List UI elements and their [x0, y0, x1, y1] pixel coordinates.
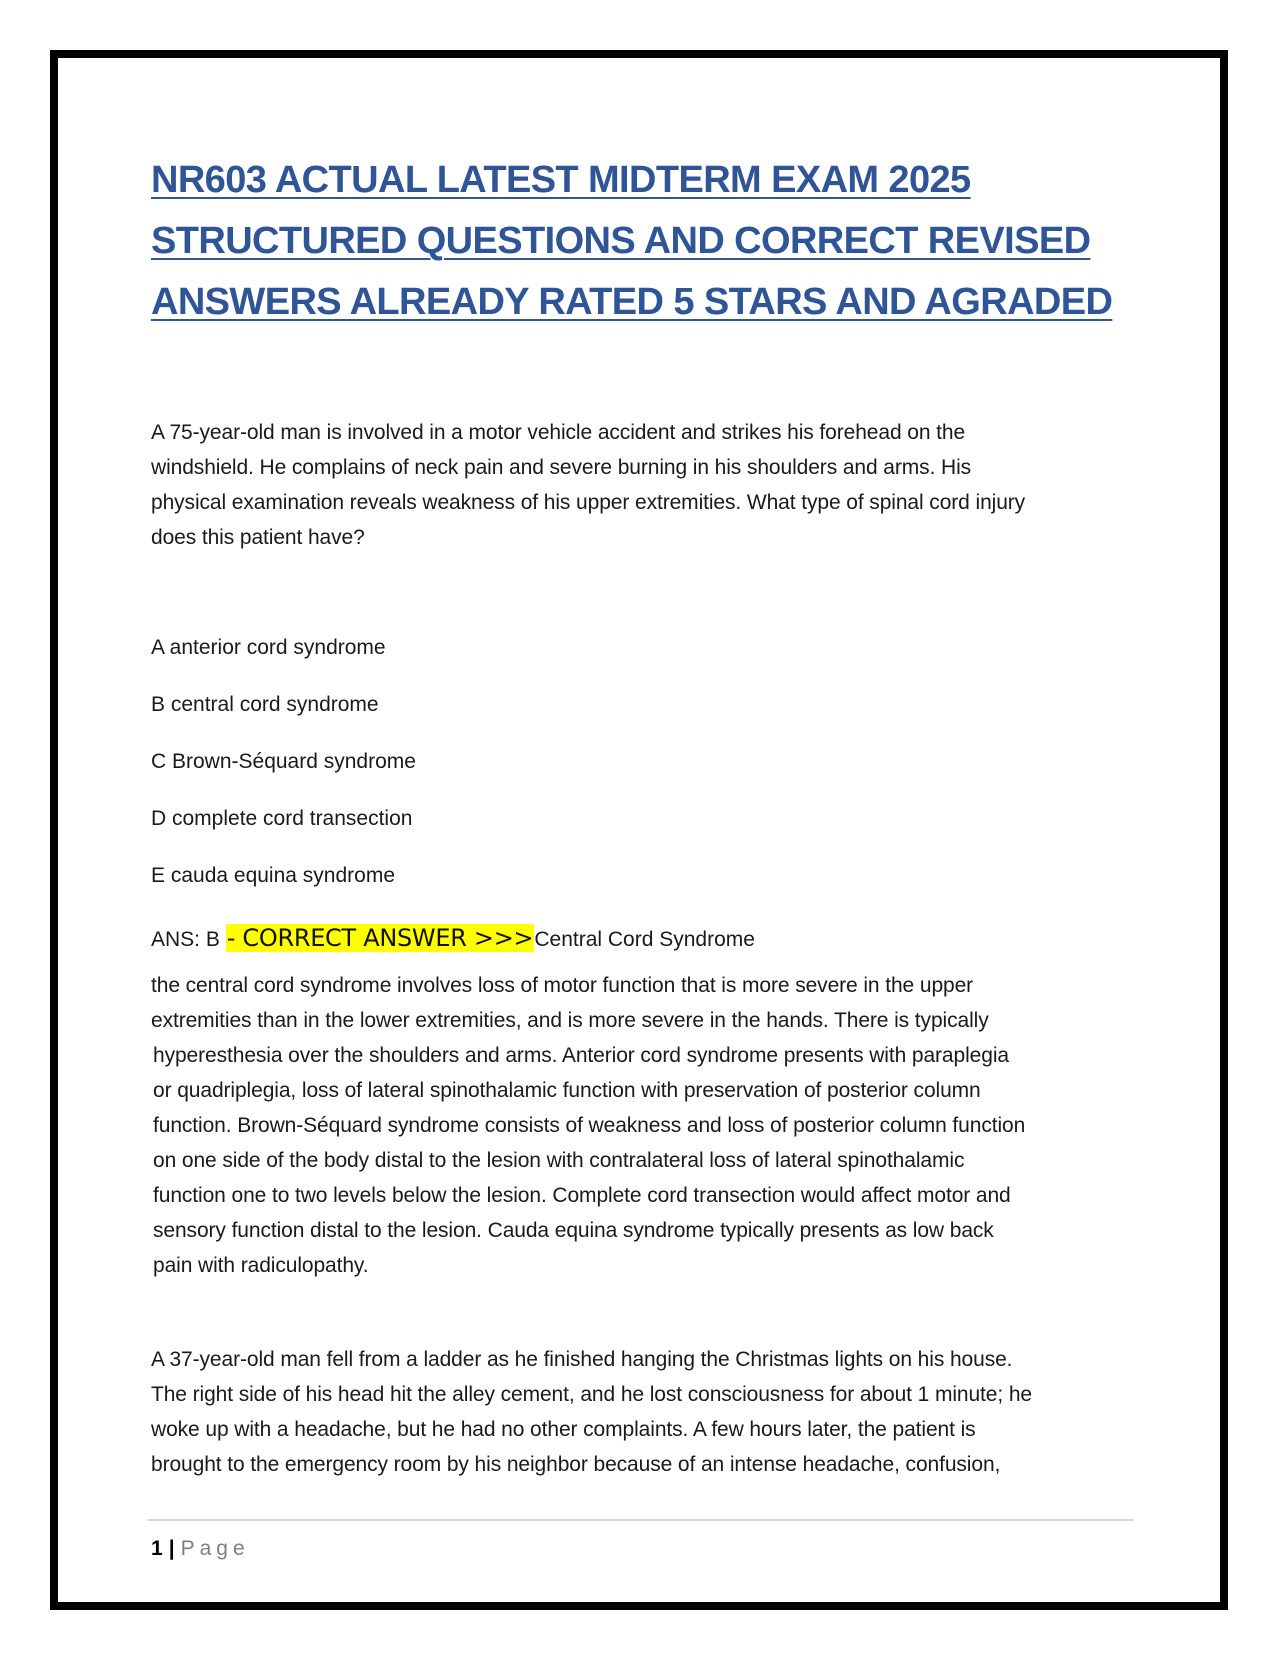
correct-answer-highlight: - CORRECT ANSWER >>>: [226, 924, 534, 952]
answer-text: Central Cord Syndrome: [534, 928, 755, 951]
question-line: brought to the emergency room by his neighbor because of an intense headache, confusion,: [151, 1453, 1001, 1476]
explanation-line: function one to two levels below the lesion. Complete cord transection would affect motor and: [153, 1184, 1011, 1207]
page-content: [151, 150, 1131, 1482]
footer-separator: |: [168, 1537, 175, 1560]
title-line: STRUCTURED QUESTIONS AND CORRECT REVISED: [151, 220, 1091, 262]
answer-options: [151, 634, 1131, 919]
explanation-line: sensory function distal to the lesion. Cauda equina syndrome typically presents as low back: [153, 1219, 994, 1242]
question-line: physical examination reveals weakness of his upper extremities. What type of spinal cord injury: [151, 491, 1026, 514]
question-2-text: [151, 1342, 1131, 1482]
question-line: does this patient have?: [151, 526, 365, 549]
explanation-line: the central cord syndrome involves loss of motor function that is more severe in the upper: [151, 974, 974, 997]
question-line: The right side of his head hit the alley cement, and he lost consciousness for about 1 minute; he: [151, 1383, 1032, 1406]
explanation-line: on one side of the body distal to the lesion with contralateral loss of lateral spinothalamic: [153, 1149, 965, 1172]
footer-divider: [147, 1519, 1134, 1521]
page-number: 1: [151, 1537, 163, 1560]
page-label: Page: [180, 1537, 250, 1560]
option-b: B central cord syndrome: [151, 693, 379, 716]
question-line: A 37-year-old man fell from a ladder as he finished hanging the Christmas lights on his house.: [151, 1348, 1013, 1371]
page-footer: [151, 1535, 250, 1563]
question-1-text: [151, 415, 1131, 555]
explanation-line: function. Brown-Séquard syndrome consists of weakness and loss of posterior column function: [153, 1114, 1026, 1137]
title-line: ANSWERS ALREADY RATED 5 STARS AND AGRADED: [151, 281, 1113, 323]
answer-line: [151, 924, 1131, 954]
document-title: [151, 150, 1131, 333]
question-line: woke up with a headache, but he had no other complaints. A few hours later, the patient is: [151, 1418, 976, 1441]
explanation-line: or quadriplegia, loss of lateral spinothalamic function with preservation of posterior column: [153, 1079, 981, 1102]
explanation-line: extremities than in the lower extremities, and is more severe in the hands. There is typically: [151, 1009, 989, 1032]
question-line: A 75-year-old man is involved in a motor vehicle accident and strikes his forehead on the: [151, 421, 966, 444]
option-e: E cauda equina syndrome: [151, 864, 395, 887]
title-line: NR603 ACTUAL LATEST MIDTERM EXAM 2025: [151, 159, 971, 201]
option-d: D complete cord transection: [151, 807, 413, 830]
explanation-line: hyperesthesia over the shoulders and arms. Anterior cord syndrome presents with paraplegia: [153, 1044, 1009, 1067]
question-line: windshield. He complains of neck pain and severe burning in his shoulders and arms. His: [151, 456, 972, 479]
answer-explanation: [151, 968, 1131, 1283]
explanation-line: pain with radiculopathy.: [153, 1254, 369, 1277]
option-a: A anterior cord syndrome: [151, 636, 386, 659]
option-c: C Brown-Séquard syndrome: [151, 750, 416, 773]
answer-prefix: ANS: B: [151, 928, 226, 951]
